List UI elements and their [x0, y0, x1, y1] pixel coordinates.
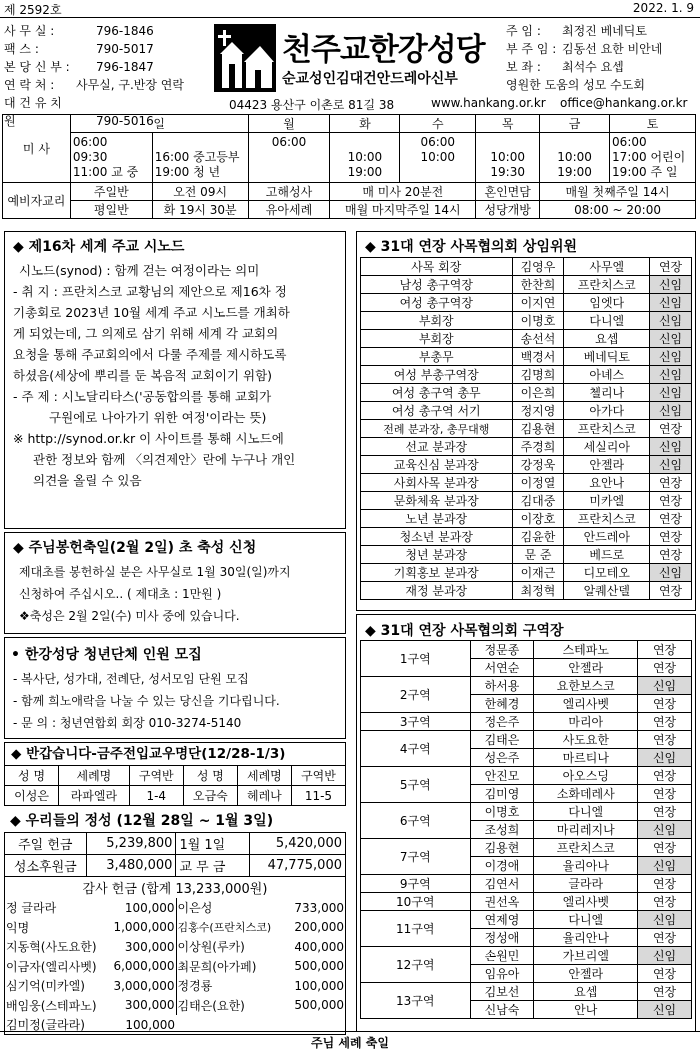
table-row: 여성 총구역 서기 정지영 아가다 신임 [361, 402, 692, 420]
welcome-title: ◆ 반갑습니다-금주전입교우명단(12/28-1/3) [4, 742, 346, 765]
table-row: 여성 부총구역장 김명희 아녜스 신임 [361, 366, 692, 384]
table-row: 11구역 연제영 다니엘 신임 [361, 911, 692, 929]
fri-times: 10:00 19:00 [540, 133, 610, 183]
table-row: 교육신심 분과장 강정욱 안젤라 신임 [361, 456, 692, 474]
district-name: 4구역 [361, 731, 471, 767]
district-name: 5구역 [361, 767, 471, 803]
mass-label: 미 사 [3, 115, 71, 183]
table-row: 사목 회장 김영우 사무엘 연장 [361, 258, 692, 276]
synod-box [4, 231, 346, 529]
address: 04423 용산구 이촌로 81길 38 [229, 98, 395, 112]
table-row: 여성 총구역 총무 이은희 첼리나 신임 [361, 384, 692, 402]
website-link[interactable]: www.hankang.or.kr [431, 96, 546, 110]
table-row: 3구역 정은주 마리아 연장 [361, 713, 692, 731]
offering-title: ◆ 주님봉헌축일(2월 2일) 초 축성 신청 [13, 540, 257, 556]
table-row: 6구역 이명호 다니엘 연장 [361, 803, 692, 821]
table-row: 남성 총구역장 한찬희 프란치스코 신임 [361, 276, 692, 294]
table-row: 성은주 마르티나 신임 [361, 749, 692, 767]
day-sat: 토 [610, 115, 696, 133]
synod-body: 시노드(synod) : 함께 걷는 여정이라는 의미 - 취 지 : 프란치스코 교황님의 제안으로 제16차 정 기총회로 2023년 10월 세계 주교 시노드를 개최하 게 되었는데, 그 의제로 삼기 위해 세계 각 교회의 요청을 통해 주교회의에서 다룰 주제를 제시하도록 하셨음(세상에 뿌리를 둔 복음적 교회이기 위함) - 주 제 : 시노달리타스('공동합의를 통해 교회가 구원에로 나아가기 위한 여정'이라는 뜻) ※ http://synod.or.kr 이 사이트를 통해 시노드에 관한 정보와 함께 〈의견제안〉란에 누구나 개인 의견을 올릴 수 있음 [13, 260, 341, 491]
table-row: 조성희 마리레지나 신임 [361, 821, 692, 839]
district-name: 12구역 [361, 947, 471, 983]
district-name: 3구역 [361, 713, 471, 731]
clergy-block: 주 임 : 최정진 베네딕토 부 주 임 : 김동선 요한 비안네 보 좌 : 최석수 요셉 영원한 도움의 성모 수도회 [506, 24, 663, 92]
table-row: 사회사목 분과장 이정열 요안나 연장 [361, 474, 692, 492]
thanks-table [4, 877, 346, 1035]
table-row: 성소후원금 3,480,000 교 무 금 47,775,000 [5, 855, 346, 877]
church-name: 천주교한강성당 [282, 32, 485, 68]
catechumen-label: 예비자교리 [3, 183, 71, 219]
table-row: 정성애 율리안나 연장 [361, 929, 692, 947]
district-name: 6구역 [361, 803, 471, 839]
table-row: 7구역 김용현 프란치스코 연장 [361, 839, 692, 857]
sat-times: 06:00 17:00 어린이 19:00 주 일 [610, 133, 696, 183]
table-row: 노년 분과장 이장호 프란치스코 연장 [361, 510, 692, 528]
thanks-title: 감사 헌금 (합계 13,233,000원) [82, 882, 268, 897]
table-row: 10구역 권선옥 엘리사벳 연장 [361, 893, 692, 911]
tue-times: 10:00 19:00 [330, 133, 400, 183]
table-row: 재정 분과장 최정혁 알퀘산델 연장 [361, 582, 692, 600]
table-row: 9구역 김연서 글라라 연장 [361, 875, 692, 893]
district-name: 10구역 [361, 893, 471, 911]
top-divider [0, 17, 700, 18]
table-row: 익명 1,000,000 김홍수(프란치스코) 200,000 [5, 918, 346, 938]
table-row: 4구역 김태은 사도요한 연장 [361, 731, 692, 749]
district-name: 9구역 [361, 875, 471, 893]
donations-summary-table [4, 832, 346, 877]
church-patron: 순교성인김대건안드레아신부 [282, 71, 458, 87]
districts-table [360, 640, 692, 1019]
committee-title: ◆ 31대 연장 사목협의회 상임위원 [365, 239, 578, 255]
thu-times: 10:00 19:30 [476, 133, 540, 183]
districts-title: ◆ 31대 연장 사목협의회 구역장 [365, 623, 564, 639]
table-row: 기획홍보 분과장 이재근 디모테오 신임 [361, 564, 692, 582]
table-row: 청소년 분과장 김윤한 안드레아 연장 [361, 528, 692, 546]
table-row: 정 글라라 100,000 이은성 733,000 [5, 898, 346, 918]
candle-offering-box [4, 532, 346, 634]
district-name: 1구역 [361, 641, 471, 677]
table-row: 심기억(미카엘) 3,000,000 정경룡 100,000 [5, 976, 346, 996]
table-row: 김미정(글라라) 100,000 [6, 1017, 176, 1032]
table-row: 이성은 라파엘라 1-4 오금숙 헤레나 11-5 [5, 786, 346, 806]
table-row: 임유아 안젤라 연장 [361, 965, 692, 983]
day-mon: 월 [248, 115, 330, 133]
committee-box [356, 231, 696, 611]
mon-times: 06:00 [248, 133, 330, 183]
districts-box [356, 614, 696, 1032]
day-sun: 일 [70, 115, 248, 133]
wed-times: 06:00 10:00 [400, 133, 476, 183]
address-bar [0, 96, 700, 112]
table-row: 부총무 백경서 베네딕토 신임 [361, 348, 692, 366]
table-row: 여성 총구역장 이지연 임엣다 신임 [361, 294, 692, 312]
table-row: 5구역 안진모 아오스딩 연장 [361, 767, 692, 785]
table-row: 선교 분과장 주경희 세실리아 신임 [361, 438, 692, 456]
contact-block: 사 무 실 : 796-1846 팩 스 : 790-5017 본 당 신 부 : 796-1847 연 락 처 : 사무실, 구.반장 연락 대 건 유 치 원 790-5016 [4, 24, 184, 128]
synod-link[interactable]: ※ http://synod.or.kr 이 사이트를 통해 시노드에 [13, 431, 284, 446]
donations-section [4, 810, 346, 1035]
district-name: 13구역 [361, 983, 471, 1019]
table-row: 13구역 김보선 요셉 연장 [361, 983, 692, 1001]
district-name: 2구역 [361, 677, 471, 713]
sun-times-2: 16:00 중고등부 19:00 청 년 [152, 133, 248, 183]
welcome-table: 성 명 세례명 구역반 성 명 세례명 구역반 이성은 라파엘라 1-4 오금숙 헤레나 11-5 [4, 765, 346, 806]
sun-times-1: 06:00 09:30 11:00 교 중 [70, 133, 152, 183]
district-name: 7구역 [361, 839, 471, 875]
table-row: 2구역 하서용 요한보스코 신임 [361, 677, 692, 695]
issue-number: 제 2592호 [4, 3, 62, 17]
table-row: 배임웅(스테파노) 300,000 김태은(요한) 500,000 [5, 996, 346, 1016]
day-fri: 금 [540, 115, 610, 133]
bottom-divider [0, 1031, 700, 1032]
table-row: 청년 분과장 문 준 베드로 연장 [361, 546, 692, 564]
top-bar [0, 0, 700, 17]
church-logo [214, 24, 488, 92]
table-row: 부회장 이명호 다니엘 신임 [361, 312, 692, 330]
table-row: 지동혁(사도요한) 300,000 이상원(루카) 400,000 [5, 937, 346, 957]
church-building-icon [214, 24, 276, 92]
youth-body: - 복사단, 성가대, 전례단, 성서모임 단원 모집 - 함께 희노애락을 나눌 수 있는 당신을 기다립니다. - 문 의 : 청년연합회 회장 010-3274-5140 [13, 672, 280, 730]
table-row: 12구역 손원민 가브리엘 신임 [361, 947, 692, 965]
table-row: 부회장 송선석 요셉 신임 [361, 330, 692, 348]
offering-body: 제대초를 봉헌하실 분은 사무실로 1월 30일(일)까지 신청하여 주십시오.. ( 제대초 : 1만원 ) ❖축성은 2월 2일(수) 미사 중에 있습니다. [19, 565, 291, 623]
table-row: 서연순 안젤라 연장 [361, 659, 692, 677]
table-row: 문화체육 분과장 김대중 미카엘 연장 [361, 492, 692, 510]
table-row: 이경애 율리아나 신임 [361, 857, 692, 875]
footer-feast: 주님 세례 축일 [311, 1036, 389, 1050]
table-row: 이금자(엘리사벳) 6,000,000 최문희(아가페) 500,000 [5, 957, 346, 977]
table-row: 1구역 정문종 스테파노 연장 [361, 641, 692, 659]
committee-table [360, 257, 692, 600]
day-tue: 화 [330, 115, 400, 133]
table-row: 전례 분과장, 총무대행 김용현 프란치스코 연장 [361, 420, 692, 438]
welcome-section [4, 742, 346, 806]
donations-title: ◆ 우리들의 정성 (12월 28일 ~ 1월 3일) [10, 813, 274, 829]
email-link[interactable]: office@hankang.or.kr [560, 96, 688, 110]
youth-recruit-box [4, 637, 346, 739]
issue-date: 2022. 1. 9 [632, 1, 694, 15]
day-thu: 목 [476, 115, 540, 133]
schedule-table: 미 사 일 월 화 수 목 금 토 06:00 09:30 11:00 교 중 16:00 중고등부 19:00 청 년 06:00 10:00 19:00 06:00 10:00 10:00 19:30 10:00 19:00 06:00 17:00 어린이 19:00 주 일 예비자교리 주일반 오전 09시 고해성사 매 미사 20분전 혼인면담 매월 첫째주일 14시 평일반 화 19시 30분 유아세례 매월 마지막주일 14시 성당개방 08:00 ~ 20:00 [2, 114, 696, 219]
district-name: 11구역 [361, 911, 471, 947]
day-wed: 수 [400, 115, 476, 133]
table-row: 주일 헌금 5,239,800 1월 1일 5,420,000 [5, 833, 346, 855]
table-row: 한혜경 엘리사벳 연장 [361, 695, 692, 713]
table-row: 신남숙 안나 신임 [361, 1001, 692, 1019]
table-row: 김미영 소화데레사 연장 [361, 785, 692, 803]
youth-title: • 한강성당 청년단체 인원 모집 [11, 647, 202, 663]
synod-title: ◆ 제16차 세계 주교 시노드 [13, 239, 185, 255]
